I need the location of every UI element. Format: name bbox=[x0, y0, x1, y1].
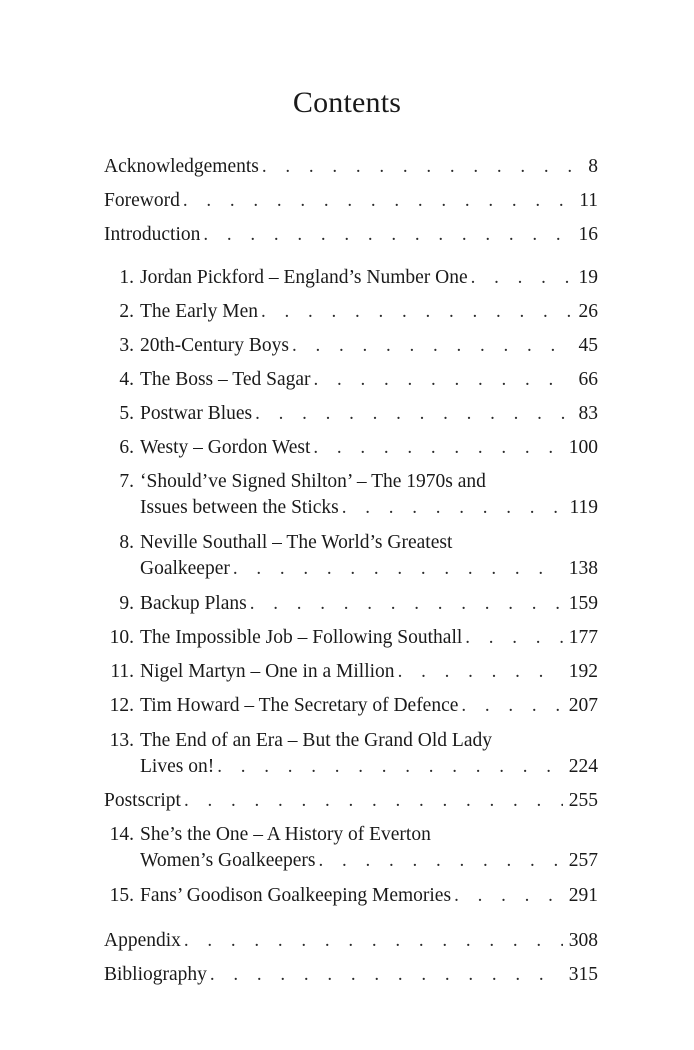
dot-leader bbox=[292, 334, 573, 358]
toc-entry-page: 315 bbox=[568, 964, 598, 985]
toc-entry-postscript[interactable] bbox=[104, 789, 598, 813]
toc-entry-page: 100 bbox=[568, 437, 598, 458]
toc-entry-chapter-10[interactable] bbox=[140, 626, 598, 650]
toc-entry-label: Fans’ Goodison Goalkeeping Memories bbox=[140, 885, 452, 906]
chapter-number: 12. bbox=[109, 695, 134, 716]
toc-entry-label: Bibliography bbox=[104, 964, 207, 985]
toc-entry-page: 177 bbox=[568, 627, 598, 648]
chapter-number: 11. bbox=[110, 661, 134, 682]
toc-entry-label: Acknowledgements bbox=[104, 156, 259, 177]
dot-leader bbox=[203, 223, 572, 247]
toc-entry-chapter-8[interactable] bbox=[140, 557, 598, 581]
toc-entry-chapter-14[interactable] bbox=[140, 849, 598, 873]
toc-entry-appendix[interactable] bbox=[104, 929, 598, 953]
toc-entry-label-line1: She’s the One – A History of Everton bbox=[140, 824, 431, 845]
toc-entry-page: 11 bbox=[579, 190, 598, 211]
toc-entry-page: 45 bbox=[578, 335, 598, 356]
chapter-number: 2. bbox=[119, 301, 134, 322]
toc-entry-label: Tim Howard – The Secretary of Defence bbox=[140, 695, 459, 716]
toc-entry-page: 308 bbox=[568, 930, 598, 951]
toc-entry-label: Jordan Pickford – England’s Number One bbox=[140, 267, 468, 288]
toc-entry-chapter-12[interactable] bbox=[140, 694, 598, 718]
toc-entry-label: Appendix bbox=[104, 930, 181, 951]
toc-entry-page: 66 bbox=[578, 369, 598, 390]
toc-entry-label: Introduction bbox=[104, 224, 201, 245]
toc-entry-label: Issues between the Sticks bbox=[140, 497, 339, 518]
toc-entry-chapter-15[interactable] bbox=[140, 884, 598, 908]
dot-leader bbox=[184, 789, 563, 813]
toc-entry-bibliography[interactable] bbox=[104, 963, 598, 987]
toc-entry-label: The Early Men bbox=[140, 301, 259, 322]
toc-entry-page: 207 bbox=[568, 695, 598, 716]
dot-leader bbox=[461, 694, 562, 718]
toc-entry-page: 224 bbox=[568, 756, 598, 777]
toc-entry-page: 16 bbox=[578, 224, 598, 245]
chapter-number: 10. bbox=[109, 627, 134, 648]
toc-entry-page: 119 bbox=[569, 497, 598, 518]
page-title: Contents bbox=[292, 86, 402, 119]
dot-leader bbox=[342, 496, 564, 520]
toc-entry-foreword[interactable] bbox=[104, 189, 598, 213]
toc-entry-page: 26 bbox=[578, 301, 598, 322]
toc-entry-page: 19 bbox=[578, 267, 598, 288]
dot-leader bbox=[233, 557, 563, 581]
chapter-number: 14. bbox=[109, 824, 134, 845]
toc-entry-label: Westy – Gordon West bbox=[140, 437, 311, 458]
toc-entry-chapter-7[interactable] bbox=[140, 496, 598, 520]
toc-entry-introduction[interactable] bbox=[104, 223, 598, 247]
toc-entry-chapter-2[interactable] bbox=[140, 300, 598, 324]
toc-entry-chapter-6[interactable] bbox=[140, 436, 598, 460]
toc-entry-label: Lives on! bbox=[140, 756, 215, 777]
chapter-number: 5. bbox=[119, 403, 134, 424]
chapter-number: 6. bbox=[119, 437, 134, 458]
toc-entry-chapter-5[interactable] bbox=[140, 402, 598, 426]
toc-entry-page: 83 bbox=[578, 403, 598, 424]
chapter-number: 8. bbox=[119, 532, 134, 553]
toc-entry-page: 159 bbox=[568, 593, 598, 614]
toc-entry-page: 192 bbox=[568, 661, 598, 682]
chapter-number: 13. bbox=[109, 730, 134, 751]
toc-entry-label-line1: Neville Southall – The World’s Greatest bbox=[140, 532, 453, 553]
toc-entry-page: 8 bbox=[588, 156, 598, 177]
chapter-number: 15. bbox=[109, 885, 134, 906]
chapter-number: 3. bbox=[119, 335, 134, 356]
toc-entry-label: Postwar Blues bbox=[140, 403, 253, 424]
dot-leader bbox=[454, 884, 563, 908]
chapter-number: 1. bbox=[119, 267, 134, 288]
dot-leader bbox=[398, 660, 563, 684]
dot-leader bbox=[314, 368, 573, 392]
toc-entry-chapter-4[interactable] bbox=[140, 368, 598, 392]
dot-leader bbox=[319, 849, 563, 873]
toc-entry-page: 138 bbox=[568, 558, 598, 579]
toc-entry-label: Goalkeeper bbox=[140, 558, 230, 579]
dot-leader bbox=[262, 155, 582, 179]
toc-entry-chapter-11[interactable] bbox=[140, 660, 598, 684]
toc-entry-label: Women’s Goalkeepers bbox=[140, 850, 316, 871]
toc-entry-chapter-13[interactable] bbox=[140, 755, 598, 779]
toc-entry-label: Nigel Martyn – One in a Million bbox=[140, 661, 395, 682]
chapter-number: 9. bbox=[119, 593, 134, 614]
toc-entry-page: 255 bbox=[568, 790, 598, 811]
dot-leader bbox=[255, 402, 572, 426]
dot-leader bbox=[261, 300, 572, 324]
toc-entry-label: The Impossible Job – Following Southall bbox=[140, 627, 463, 648]
toc-entry-chapter-9[interactable] bbox=[140, 592, 598, 616]
toc-entry-label-line1: The End of an Era – But the Grand Old Lady bbox=[140, 730, 492, 751]
dot-leader bbox=[217, 755, 563, 779]
dot-leader bbox=[210, 963, 563, 987]
toc-entry-label: Postscript bbox=[104, 790, 181, 811]
toc-entry-chapter-1[interactable] bbox=[140, 266, 598, 290]
dot-leader bbox=[471, 266, 573, 290]
toc-entry-acknowledgements[interactable] bbox=[104, 155, 598, 179]
chapter-number: 7. bbox=[119, 471, 134, 492]
toc-entry-page: 257 bbox=[568, 850, 598, 871]
toc-entry-label: Foreword bbox=[104, 190, 180, 211]
toc-entry-page: 291 bbox=[568, 885, 598, 906]
dot-leader bbox=[465, 626, 562, 650]
dot-leader bbox=[250, 592, 563, 616]
chapter-number: 4. bbox=[119, 369, 134, 390]
toc-entry-chapter-3[interactable] bbox=[140, 334, 598, 358]
dot-leader bbox=[313, 436, 562, 460]
toc-entry-label: The Boss – Ted Sagar bbox=[140, 369, 311, 390]
toc-entry-label: 20th-Century Boys bbox=[140, 335, 289, 356]
toc-entry-label: Backup Plans bbox=[140, 593, 247, 614]
dot-leader bbox=[184, 929, 563, 953]
dot-leader bbox=[183, 189, 573, 213]
toc-entry-label-line1: ‘Should’ve Signed Shilton’ – The 1970s and bbox=[140, 471, 486, 492]
